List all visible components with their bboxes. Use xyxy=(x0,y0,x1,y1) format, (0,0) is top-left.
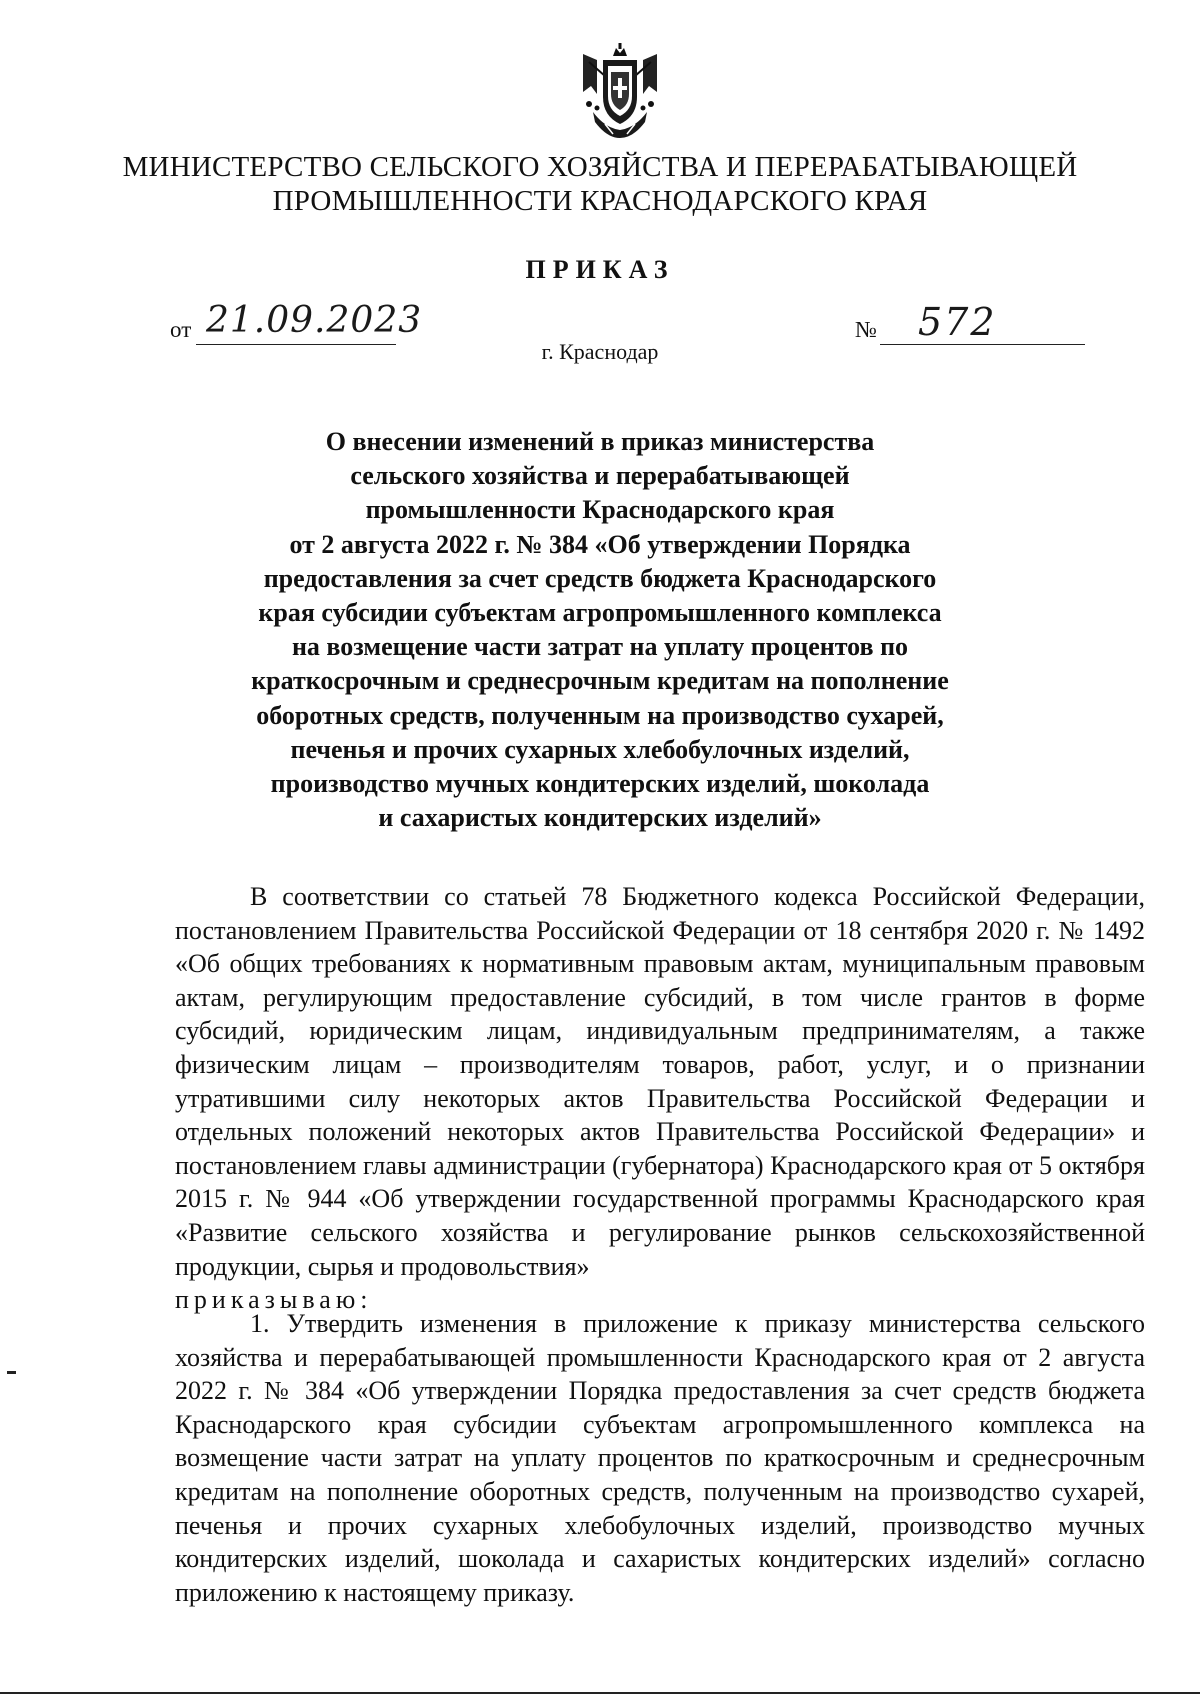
title-line: сельского хозяйства и перерабатывающей xyxy=(350,461,850,491)
handwritten-number: 572 xyxy=(918,300,997,344)
title-line: от 2 августа 2022 г. № 384 «Об утверждении Порядка xyxy=(289,529,911,559)
order-word: приказываю: xyxy=(175,1285,373,1315)
ministry-line-1: МИНИСТЕРСТВО СЕЛЬСКОГО ХОЗЯЙСТВА И ПЕРЕРАБАТЫВАЮЩЕЙ xyxy=(122,151,1078,183)
city-name: г. Краснодар xyxy=(541,339,659,364)
page-bottom-edge xyxy=(0,1692,1200,1694)
title-line: О внесении изменений в приказ министерства xyxy=(325,427,875,456)
title-line: и сахаристых кондитерских изделий» xyxy=(378,803,822,833)
coat-of-arms-icon xyxy=(575,42,665,142)
preamble-paragraph: В соответствии со статьей 78 Бюджетного кодекса Российской Федерации, постановлением Правительства Российской Федерации от 18 сентября 2020 г. № 1492 «Об общих требованиях к нормативным правовым актам, муниципальным правовым актам, регулирующим предоставление субсидий, в том числе грантов в форме субсидий, юридическим лицам, индивидуальным предпринимателям, а также физическим лицам – производителям товаров, работ, услуг, и о признании утратившими силу некоторых актов Правительства Российской Федерации и отдельных положений некоторых актов Правительства Российской Федерации» и постановлением главы администрации (губернатора) Краснодарского края от 5 октября 2015 г. № 944 «Об утверждении государственной программы Краснодарского края «Развитие сельского хозяйства и регулирование рынков сельскохозяйственной продукции, сырья и продовольствия» xyxy=(175,882,1145,1281)
title-line: печенья и прочих сухарных хлебобулочных изделий, xyxy=(290,734,910,764)
ministry-line-2: ПРОМЫШЛЕННОСТИ КРАСНОДАРСКОГО КРАЯ xyxy=(272,185,928,217)
title-line: оборотных средств, полученным на производство сухарей, xyxy=(256,700,944,730)
title-line: края субсидии субъектам агропромышленного комплекса xyxy=(258,598,942,628)
ministry-name xyxy=(100,150,1100,218)
title-line: промышленности Краснодарского края xyxy=(365,495,835,525)
document-title xyxy=(230,425,970,835)
handwritten-date: 21.09.2023 xyxy=(206,300,423,341)
clause-1-paragraph: 1. Утвердить изменения в приложение к приказу министерства сельского хозяйства и перерабатывающей промышленности Краснодарского края от 2 августа 2022 г. № 384 «Об утверждении Порядка предоставления за счет средств бюджета Краснодарского края субсидии субъектам агропромышленного комплекса на возмещение части затрат на уплату процентов по краткосрочным и среднесрочным кредитам на пополнение оборотных средств, полученным на производство сухарей, печенья и прочих сухарных хлебобулочных изделий, производство мучных кондитерских изделий, шоколада и сахаристых кондитерских изделий» согласно приложению к настоящему приказу. xyxy=(175,1309,1145,1607)
scan-edge-mark xyxy=(7,1371,16,1374)
document-type-heading: ПРИКАЗ xyxy=(525,255,675,284)
title-line: на возмещение части затрат на уплату процентов по xyxy=(291,632,909,662)
date-prefix: от xyxy=(170,317,192,342)
title-line: предоставления за счет средств бюджета Краснодарского xyxy=(263,563,937,593)
preamble-section xyxy=(175,880,1145,1317)
title-line: производство мучных кондитерских изделий, шоколада xyxy=(270,769,930,799)
clause-section xyxy=(175,1307,1145,1609)
number-prefix: № xyxy=(855,317,877,342)
title-line: краткосрочным и среднесрочным кредитам на пополнение xyxy=(251,666,949,696)
